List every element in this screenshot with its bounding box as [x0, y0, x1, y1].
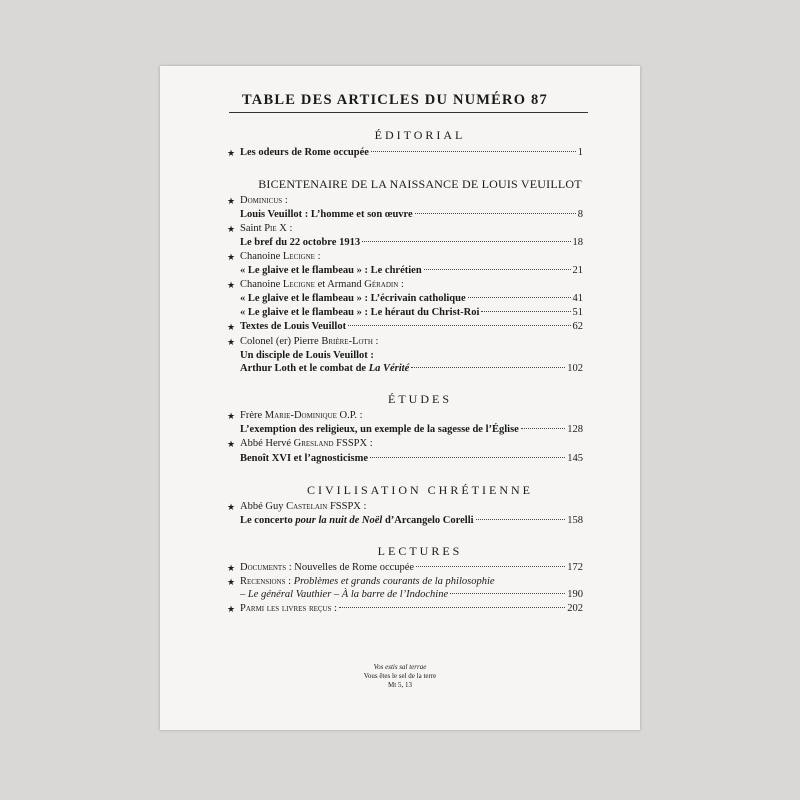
toc-entry — [240, 237, 583, 248]
section-bicentenaire: BICENTENAIRE DE LA NAISSANCE DE LOUIS VEUILLOT — [258, 177, 582, 191]
author-line: Saint Pie X : — [240, 223, 293, 234]
entry-title: Benoît XVI et l’agnosticisme — [240, 453, 369, 464]
dot-leader — [521, 428, 565, 429]
entry-page: 21 — [572, 265, 583, 276]
entry-page: 41 — [572, 293, 583, 304]
star-icon: ★ — [227, 148, 236, 158]
toc-entry — [240, 515, 583, 526]
star-icon: ★ — [227, 322, 236, 332]
author-line: Frère Marie-Dominique O.P. : — [240, 410, 363, 421]
entry-page: 202 — [567, 603, 583, 614]
entry-title: – Le général Vauthier – À la barre de l’Indochine — [240, 589, 449, 600]
dot-leader — [362, 241, 570, 242]
title-rule — [229, 112, 588, 113]
entry-page: 62 — [572, 321, 583, 332]
dot-leader — [370, 457, 565, 458]
star-icon: ★ — [227, 577, 236, 587]
entry-page: 145 — [567, 453, 583, 464]
toc-entry — [240, 147, 583, 158]
dot-leader — [415, 213, 576, 214]
star-icon: ★ — [227, 604, 236, 614]
entry-title: « Le glaive et le flambeau » : Le chrétien — [240, 265, 422, 276]
entry-page: 158 — [567, 515, 583, 526]
star-icon: ★ — [227, 224, 236, 234]
entry-page: 18 — [572, 237, 583, 248]
footer-motto-french: Vous êtes le sel de la terre — [363, 672, 437, 680]
entry-title: Arthur Loth et le combat de La Vérité — [240, 363, 410, 374]
star-icon: ★ — [227, 411, 236, 421]
entry-title: Le concerto pour la nuit de Noël d’Arcangelo Corelli — [240, 515, 474, 526]
author-line: Colonel (er) Pierre Brière-Loth : — [240, 336, 379, 347]
entry-title: Le bref du 22 octobre 1913 — [240, 237, 361, 248]
toc-entry — [240, 265, 583, 276]
footer-motto-latin: Vos estis sal terrae — [373, 663, 427, 671]
dot-leader — [339, 607, 565, 608]
entry-title-line: Recensions : Problèmes et grands courants de la philosophie — [240, 576, 495, 587]
author-line: Abbé Hervé Gresland FSSPX : — [240, 438, 373, 449]
dot-leader — [348, 325, 570, 326]
entry-title: Textes de Louis Veuillot — [240, 321, 347, 332]
toc-entry — [240, 453, 583, 464]
star-icon: ★ — [227, 502, 236, 512]
entry-title: « Le glaive et le flambeau » : Le héraut du Christ-Roi — [240, 307, 480, 318]
author-line: Chanoine Lecigne : — [240, 251, 321, 262]
footer-reference: Mt 5, 13 — [388, 681, 412, 689]
toc-entry — [240, 293, 583, 304]
entry-title: Les odeurs de Rome occupée — [240, 147, 369, 158]
dot-leader — [450, 593, 565, 594]
toc-entry — [240, 321, 583, 332]
toc-entry — [240, 363, 583, 374]
section-etudes: ÉTUDES — [388, 392, 452, 406]
star-icon: ★ — [227, 563, 236, 573]
entry-page: 102 — [567, 363, 583, 374]
toc-entry — [240, 562, 583, 573]
dot-leader — [468, 297, 571, 298]
dot-leader — [481, 311, 570, 312]
toc-entry — [240, 603, 583, 614]
star-icon: ★ — [227, 196, 236, 206]
author-line: Chanoine Lecigne et Armand Géradin : — [240, 279, 404, 290]
toc-entry — [240, 307, 583, 318]
section-civilisation: CIVILISATION CHRÉTIENNE — [307, 483, 533, 497]
star-icon: ★ — [227, 280, 236, 290]
entry-title: Parmi les livres reçus : — [240, 603, 338, 614]
entry-title: L’exemption des religieux, un exemple de la sagesse de l’Église — [240, 424, 519, 435]
section-lectures: LECTURES — [377, 544, 463, 558]
dot-leader — [476, 519, 566, 520]
entry-page: 128 — [567, 424, 583, 435]
toc-entry — [240, 209, 583, 220]
star-icon: ★ — [227, 439, 236, 449]
dot-leader — [371, 151, 576, 152]
toc-entry — [240, 424, 583, 435]
entry-page: 8 — [577, 209, 583, 220]
entry-title-line: Un disciple de Louis Veuillot : — [240, 350, 374, 361]
entry-title: « Le glaive et le flambeau » : L’écrivain catholique — [240, 293, 466, 304]
author-line: Dominicus : — [240, 195, 288, 206]
entry-page: 51 — [572, 307, 583, 318]
entry-title: Documents : Nouvelles de Rome occupée — [240, 562, 415, 573]
entry-page: 172 — [567, 562, 583, 573]
dot-leader — [424, 269, 571, 270]
page-title: TABLE DES ARTICLES DU NUMÉRO 87 — [242, 92, 548, 108]
star-icon: ★ — [227, 252, 236, 262]
star-icon: ★ — [227, 337, 236, 347]
author-line: Abbé Guy Castelain FSSPX : — [240, 501, 367, 512]
dot-leader — [411, 367, 565, 368]
entry-page: 1 — [577, 147, 583, 158]
entry-title: Louis Veuillot : L’homme et son œuvre — [240, 209, 413, 220]
section-editorial: ÉDITORIAL — [374, 128, 466, 142]
entry-page: 190 — [567, 589, 583, 600]
toc-entry — [240, 589, 583, 600]
dot-leader — [416, 566, 565, 567]
